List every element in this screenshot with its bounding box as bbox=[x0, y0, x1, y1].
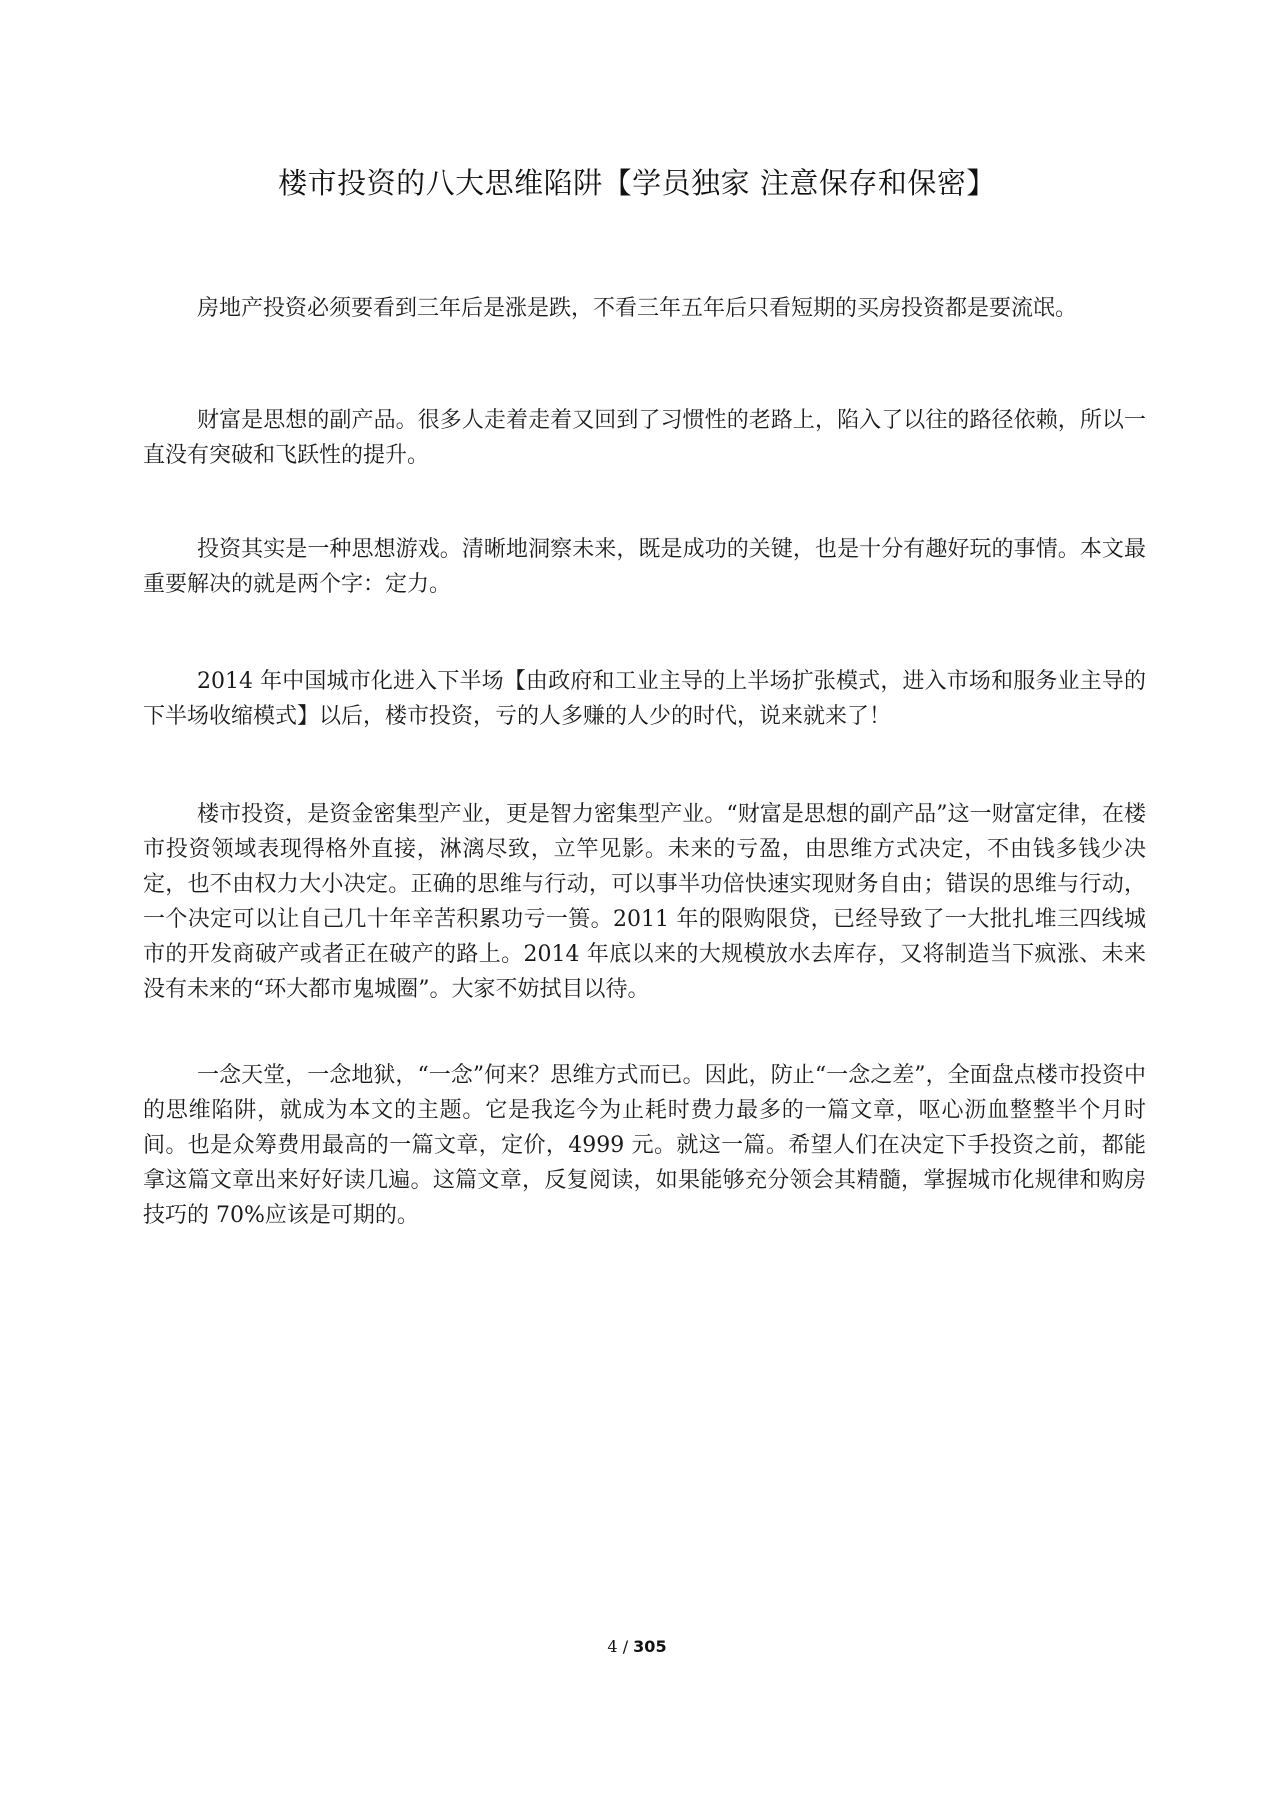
paragraph-5: 楼市投资，是资金密集型产业，更是智力密集型产业。“财富是思想的副产品”这一财富定律，在楼市投资领域表现得格外直接，淋漓尽致，立竿见影。未来的亏盈，由思维方式决定，不由钱多钱少决定，也不由权力大小决定。正确的思维与行动，可以事半功倍快速实现财务自由；错误的思维与行动，一个决定可以让自己几十年辛苦积累功亏一篑。2011 年的限购限贷，已经导致了一大批扎堆三四线城市的开发商破产或者正在破产的路上。2014 年底以来的大规模放水去库存，又将制造当下疯涨、未来没有未来的“环大都市鬼城圈”。大家不妨拭目以待。 bbox=[143, 802, 1146, 1002]
page-number: 4 bbox=[607, 1637, 618, 1656]
paragraph-3: 投资其实是一种思想游戏。清晰地洞察未来，既是成功的关键，也是十分有趣好玩的事情。本文最重要解决的就是两个字：定力。 bbox=[143, 537, 1146, 597]
paragraph-4: 2014 年中国城市化进入下半场【由政府和工业主导的上半场扩张模式，进入市场和服务业主导的下半场收缩模式】以后，楼市投资，亏的人多赚的人少的时代，说来就来了！ bbox=[143, 669, 1146, 729]
total-pages: 305 bbox=[633, 1637, 667, 1656]
paragraph-6: 一念天堂，一念地狱，“一念”何来？思维方式而已。因此，防止“一念之差”，全面盘点楼市投资中的思维陷阱，就成为本文的主题。它是我迄今为止耗时费力最多的一篇文章，呕心沥血整整半个月时间。也是众筹费用最高的一篇文章，定价，4999 元。就这一篇。希望人们在决定下手投资之前，都能拿这篇文章出来好好读几遍。这篇文章，反复阅读，如果能够充分领会其精髓，掌握城市化规律和购房技巧的 70%应该是可期的。 bbox=[143, 1063, 1146, 1228]
paragraph-2: 财富是思想的副产品。很多人走着走着又回到了习惯性的老路上，陷入了以往的路径依赖，所以一直没有突破和飞跃性的提升。 bbox=[143, 408, 1146, 468]
page-title: 楼市投资的八大思维陷阱【学员独家 注意保存和保密】 bbox=[278, 166, 996, 200]
paragraph-1: 房地产投资必须要看到三年后是涨是跌，不看三年五年后只看短期的买房投资都是要流氓。 bbox=[197, 296, 1078, 321]
page-separator: / bbox=[617, 1637, 634, 1656]
page-footer bbox=[0, 1637, 1274, 1658]
